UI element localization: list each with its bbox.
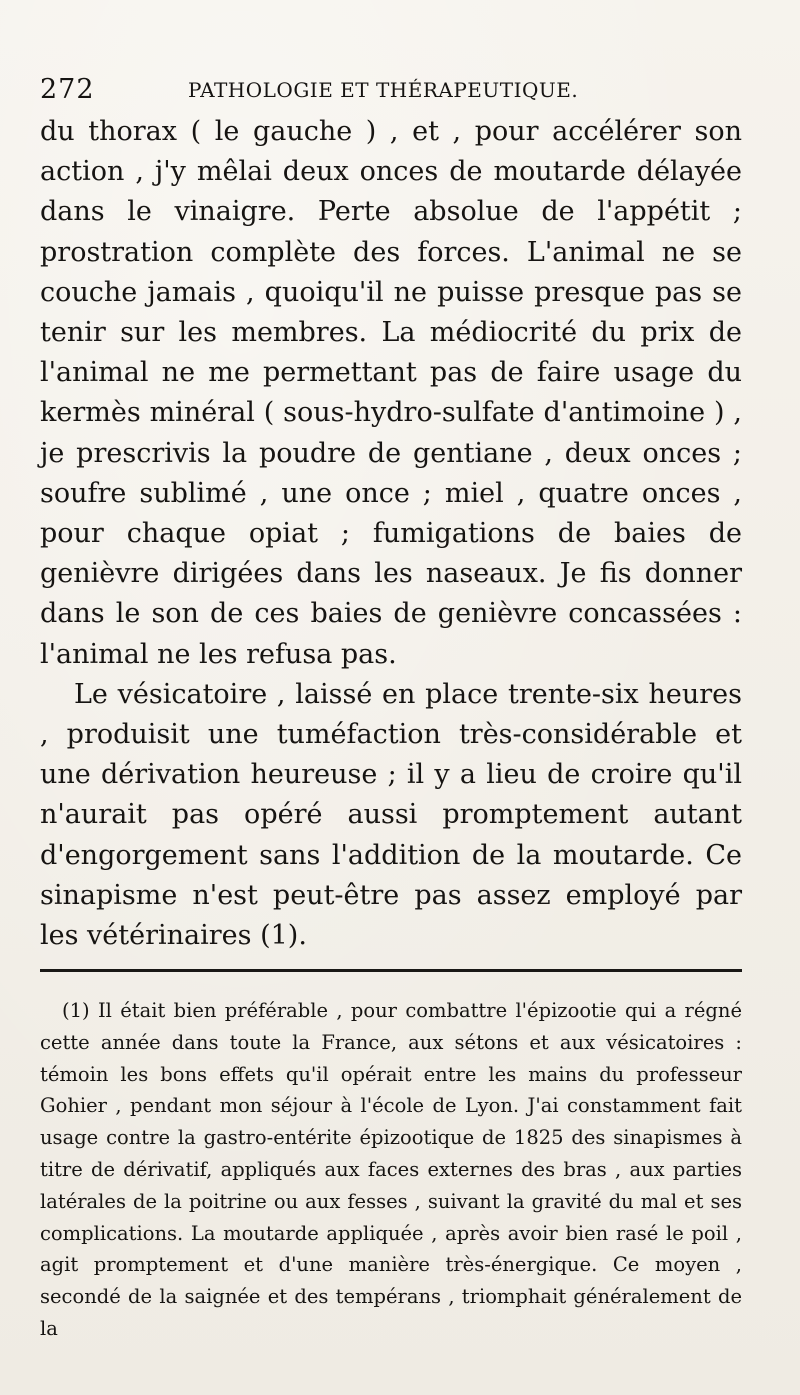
page-header xyxy=(40,74,740,108)
footnote xyxy=(40,995,742,1345)
body-paragraph-1: du thorax ( le gauche ) , et , pour accélérer son action , j'y mêlai deux onces de moutarde délayée dans le vinaigre. Perte absolue de l'appétit ; prostration complète des forces. L'animal ne se couche jamais , quoiqu'il ne puisse presque pas se tenir sur les membres. La médiocrité du prix de l'animal ne me permettant pas de faire usage du kermès minéral ( sous-hydro-sulfate d'antimoine ) , je prescrivis la poudre de gentiane , deux onces ; soufre sublimé , une once ; miel , quatre onces , pour chaque opiat ; fumigations de baies de genièvre dirigées dans les naseaux. Je fis donner dans le son de ces baies de genièvre concassées : l'animal ne les refusa pas. xyxy=(40,116,742,670)
main-text xyxy=(40,112,742,956)
footnote-separator xyxy=(40,969,742,972)
body-paragraph-2: Le vésicatoire , laissé en place trente-six heures , produisit une tuméfaction très-considérable et une dérivation heureuse ; il y a lieu de croire qu'il n'aurait pas opéré aussi promptement autant d'engorgement sans l'addition de la moutarde. Ce sinapisme n'est peut-être pas assez employé par les vétérinaires (1). xyxy=(40,678,742,952)
running-head: PATHOLOGIE ET THÉRAPEUTIQUE. xyxy=(188,78,579,102)
footnote-text: (1) Il était bien préférable , pour combattre l'épizootie qui a régné cette année dans toute la France, aux sétons et aux vésicatoires : témoin les bons effets qu'il opérait entre les mains du professeur Gohier , pendant mon séjour à l'école de Lyon. J'ai constamment fait usage contre la gastro-entérite épizootique de 1825 des sinapismes à titre de dérivatif, appliqués aux faces externes des bras , aux parties latérales de la poitrine ou aux fesses , suivant la gravité du mal et ses complications. La moutarde appliquée , après avoir bien rasé le poil , agit promptement et d'une manière très-énergique. Ce moyen , secondé de la saignée et des tempérans , triomphait généralement de la xyxy=(40,999,742,1340)
page-number: 272 xyxy=(40,74,95,105)
